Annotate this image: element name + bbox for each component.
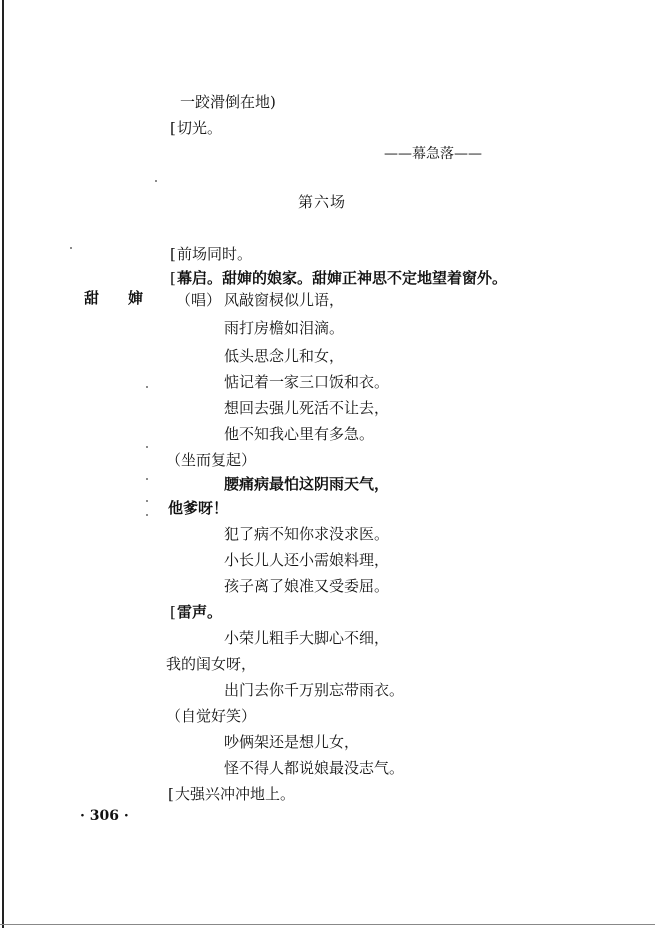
page-left-edge	[2, 0, 4, 928]
scan-speck	[70, 247, 72, 249]
action-cue-sit-rise: （坐而复起）	[166, 451, 257, 469]
scan-speck	[146, 446, 148, 448]
verse-line: 出门去你千万别忘带雨衣。	[224, 681, 405, 699]
speaker-name-first-char: 甜	[84, 289, 100, 307]
verse-line: 低头思念儿和女，	[224, 347, 345, 365]
action-cue-laugh: （自觉好笑）	[166, 707, 257, 725]
direction-bracket: [	[170, 245, 176, 263]
spoken-exclamation: 他爹呀！	[168, 499, 229, 517]
verse-line: 惦记着一家三口饭和衣。	[224, 373, 390, 391]
verse-line: 怪不得人都说娘最没志气。	[224, 759, 405, 777]
direction-bracket: [	[170, 269, 176, 287]
verse-line: 吵俩架还是想儿女，	[224, 733, 360, 751]
verse-line: 孩子离了娘准又受委屈。	[224, 577, 390, 595]
scan-speck	[146, 478, 148, 480]
spoken-exclamation: 我的闺女呀，	[166, 655, 257, 673]
verse-line: 犯了病不知你求没求医。	[224, 525, 390, 543]
page-number: · 306 ·	[80, 808, 129, 824]
verse-line: 小长儿人还小需娘料理，	[224, 551, 390, 569]
stage-direction-same-time: 前场同时。	[177, 245, 253, 263]
verse-line: 想回去强儿死活不让去，	[224, 399, 390, 417]
direction-bracket: [	[170, 603, 176, 621]
stage-direction-continued: 一跤滑倒在地)	[180, 93, 276, 111]
curtain-falls-note: ——幕急落——	[384, 146, 482, 162]
stage-direction-curtain-rises: 幕启。甜婶的娘家。甜婶正神思不定地望着窗外。	[177, 269, 508, 287]
stage-direction-thunder: 雷声。	[177, 603, 223, 621]
speaker-name-second-char: 婶	[128, 289, 144, 307]
scene-title: 第六场	[298, 193, 347, 211]
scan-speck	[155, 180, 157, 182]
verse-line: 小荣儿粗手大脚心不细，	[224, 629, 390, 647]
verse-line: 风敲窗棂似儿语，	[224, 291, 345, 309]
scan-speck	[146, 514, 148, 516]
direction-bracket: [	[168, 785, 174, 803]
song-cue: （唱）	[176, 291, 222, 309]
scan-speck	[146, 386, 148, 388]
direction-bracket: [	[170, 119, 176, 137]
stage-direction-lights-out: 切光。	[177, 119, 223, 137]
scan-speck	[146, 500, 148, 502]
verse-line: 雨打房檐如泪滴。	[224, 319, 345, 337]
stage-direction-entrance: 大强兴冲冲地上。	[175, 785, 296, 803]
page-bottom-edge	[0, 924, 655, 925]
verse-line: 腰痛病最怕这阴雨天气，	[224, 475, 390, 493]
verse-line: 他不知我心里有多急。	[224, 425, 375, 443]
